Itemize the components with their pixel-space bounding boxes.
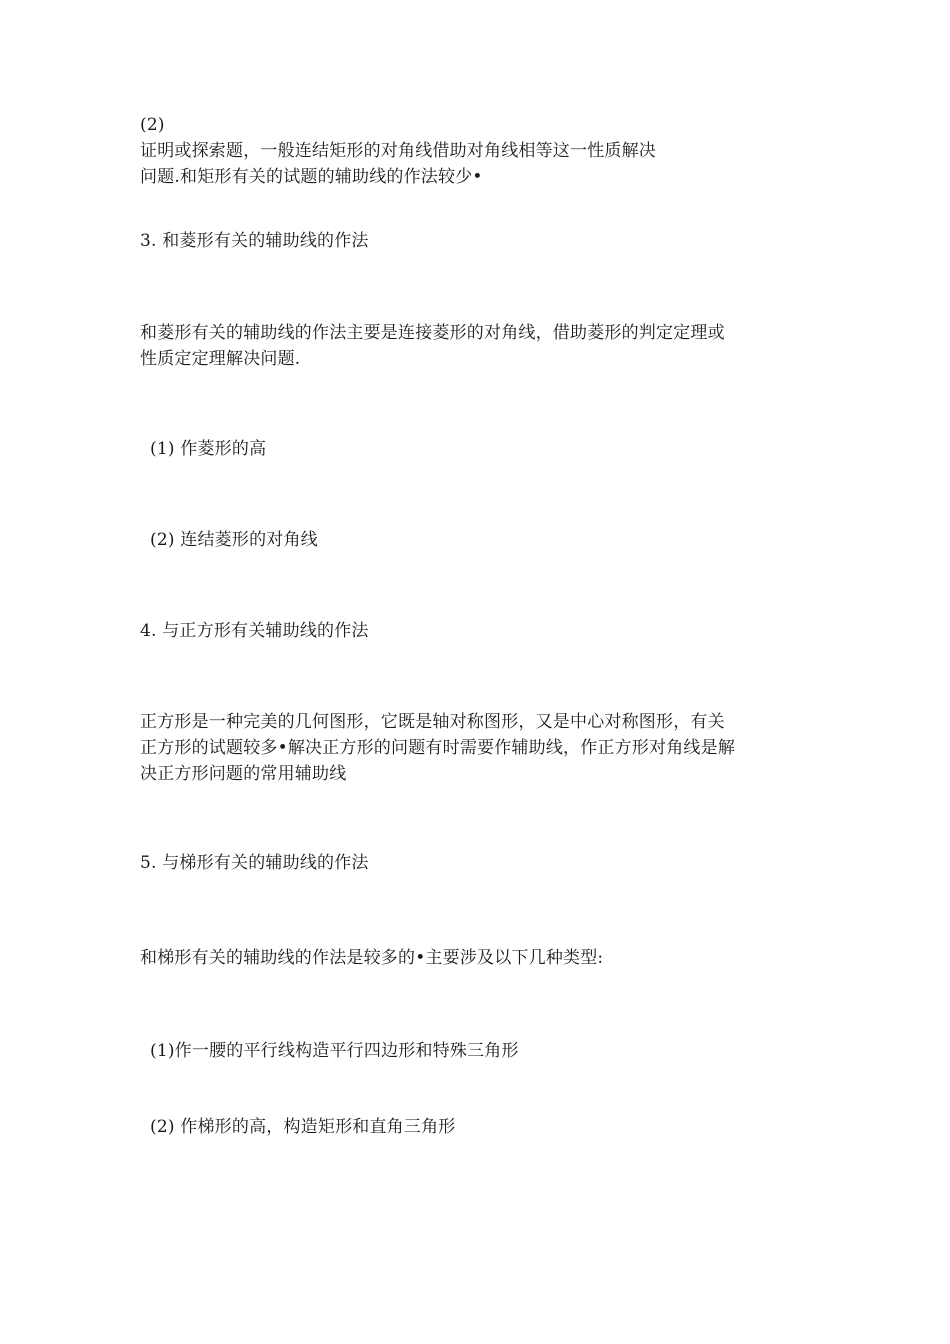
rectangle-item-2-text-line-1: 证明或探索题，一般连结矩形的对角线借助对角线相等这一性质解决 <box>140 141 656 161</box>
square-paragraph <box>140 709 805 787</box>
rhombus-paragraph-line-1: 和菱形有关的辅助线的作法主要是连接菱形的对角线，借助菱形的判定定理或 <box>140 323 725 343</box>
rhombus-paragraph <box>140 320 805 372</box>
trapezoid-paragraph: 和梯形有关的辅助线的作法是较多的•主要涉及以下几种类型: <box>140 948 604 968</box>
rectangle-item-2-line-2: 问题.和矩形有关的试题的辅助线的作法较少• <box>140 167 483 187</box>
rhombus-list-item-1: (1) 作菱形的高 <box>150 439 267 459</box>
rhombus-heading: 3. 和菱形有关的辅助线的作法 <box>140 231 369 251</box>
rectangle-item-2-number: (2) <box>140 115 165 135</box>
rectangle-item-2-line-1 <box>140 112 805 164</box>
square-heading: 4. 与正方形有关辅助线的作法 <box>140 621 369 641</box>
square-paragraph-line-1: 正方形是一种完美的几何图形，它既是轴对称图形，又是中心对称图形，有关 <box>140 712 725 732</box>
square-paragraph-line-3: 决正方形问题的常用辅助线 <box>140 764 347 784</box>
rhombus-paragraph-line-2: 性质定定理解决问题. <box>140 349 301 369</box>
square-paragraph-line-2: 正方形的试题较多•解决正方形的问题有时需要作辅助线，作正方形对角线是解 <box>140 738 736 758</box>
trapezoid-heading: 5. 与梯形有关的辅助线的作法 <box>140 853 369 873</box>
trapezoid-list-item-1: (1)作一腰的平行线构造平行四边形和特殊三角形 <box>150 1041 519 1061</box>
rectangle-item-2-paragraph <box>140 112 805 190</box>
trapezoid-list-item-2: (2) 作梯形的高，构造矩形和直角三角形 <box>150 1117 456 1137</box>
rhombus-list-item-2: (2) 连结菱形的对角线 <box>150 530 318 550</box>
